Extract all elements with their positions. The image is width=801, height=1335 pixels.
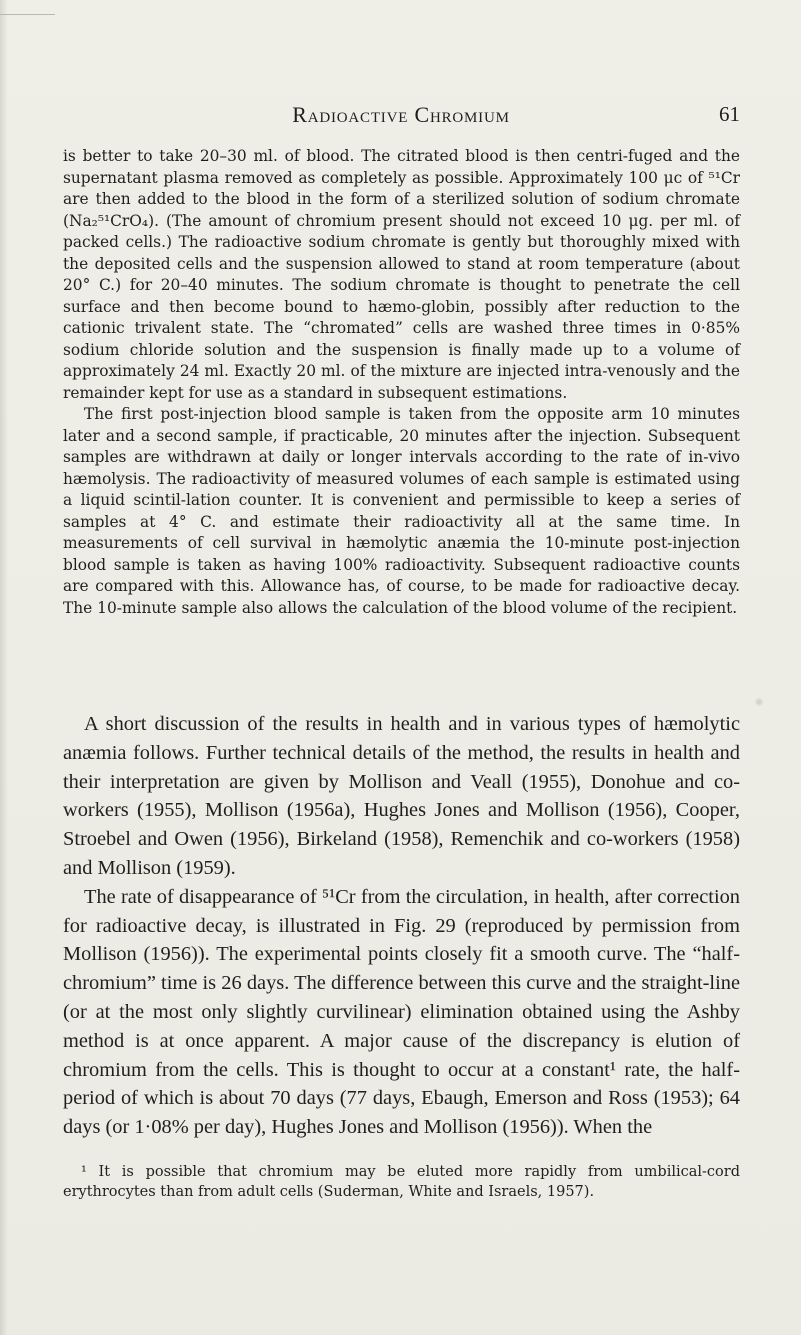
results-text-block [63,710,740,1142]
paragraph-discussion: A short discussion of the results in health and in various types of hæmolytic anæmia follows. Further technical details of the method, the results in health and their interpretation are given by Mollison and Veall (1955), Donohue and co-workers (1955), Mollison (1956a), Hughes Jones and Mollison (1956), Cooper, Stroebel and Owen (1956), Birkeland (1958), Remenchik and co-workers (1958) and Mollison (1959). [63,713,740,879]
paragraph-sampling: The first post-injection blood sample is taken from the opposite arm 10 minutes later and a second sample, if practicable, 20 minutes after the injection. Subsequent samples are withdrawn at daily or longer intervals according to the rate of in-vivo hæmolysis. The radioactivity of measured volumes of each sample is estimated using a liquid scintil-lation counter. It is convenient and permissible to keep a series of samples at 4° C. and estimate their radioactivity all at the same time. In measurements of cell survival in hæmolytic anæmia the 10-minute post-injection blood sample is taken as having 100% radioactivity. Subsequent radioactive counts are compared with this. Allowance has, of course, to be made for radioactive decay. The 10-minute sample also allows the calculation of the blood volume of the recipient. [63,405,740,617]
margin-smudge [755,698,763,706]
page-number: 61 [719,102,740,126]
page-header [62,102,740,132]
footnote: ¹ It is possible that chromium may be eluted more rapidly from umbilical-cord erythrocytes than from adult cells (Suderman, White and Israels, 1957). [63,1164,740,1200]
scan-corner-mark [0,0,55,15]
method-text-block [63,146,740,619]
paragraph-procedure: is better to take 20–30 ml. of blood. The citrated blood is then centri-fuged and the supernatant plasma removed as completely as possible. Approximately 100 μc of ⁵¹Cr are then added to the blood in the form of a sterilized solution of sodium chromate (Na₂⁵¹CrO₄). (The amount of chromium present should not exceed 10 μg. per ml. of packed cells.) The radioactive sodium chromate is gently but thoroughly mixed with the deposited cells and the suspension allowed to stand at room temperature (about 20° C.) for 20–40 minutes. The sodium chromate is thought to penetrate the cell surface and then become bound to hæmo-globin, possibly after reduction to the cationic trivalent state. The “chromated” cells are washed three times in 0·85% sodium chloride solution and the suspension is finally made up to a volume of approximately 24 ml. Exactly 20 ml. of the mixture are injected intra-venously and the remainder kept for use as a standard in subsequent estimations. [63,147,740,402]
paragraph-disappearance-rate: The rate of disappearance of ⁵¹Cr from the circulation, in health, after correction for radioactive decay, is illustrated in Fig. 29 (reproduced by permission from Mollison (1956)). The experimental points closely fit a smooth curve. The “half-chromium” time is 26 days. The difference between this curve and the straight-line (or at the most only slightly curvilinear) elimination obtained using the Ashby method is at once apparent. A major cause of the discrepancy is elution of chromium from the cells. This is thought to occur at a constant¹ rate, the half-period of which is about 70 days (77 days, Ebaugh, Emerson and Ross (1953); 64 days (or 1·08% per day), Hughes Jones and Mollison (1956)). When the [63,885,740,1139]
running-title: Radioactive Chromium [292,102,510,127]
page-edge-shadow [0,0,8,1335]
